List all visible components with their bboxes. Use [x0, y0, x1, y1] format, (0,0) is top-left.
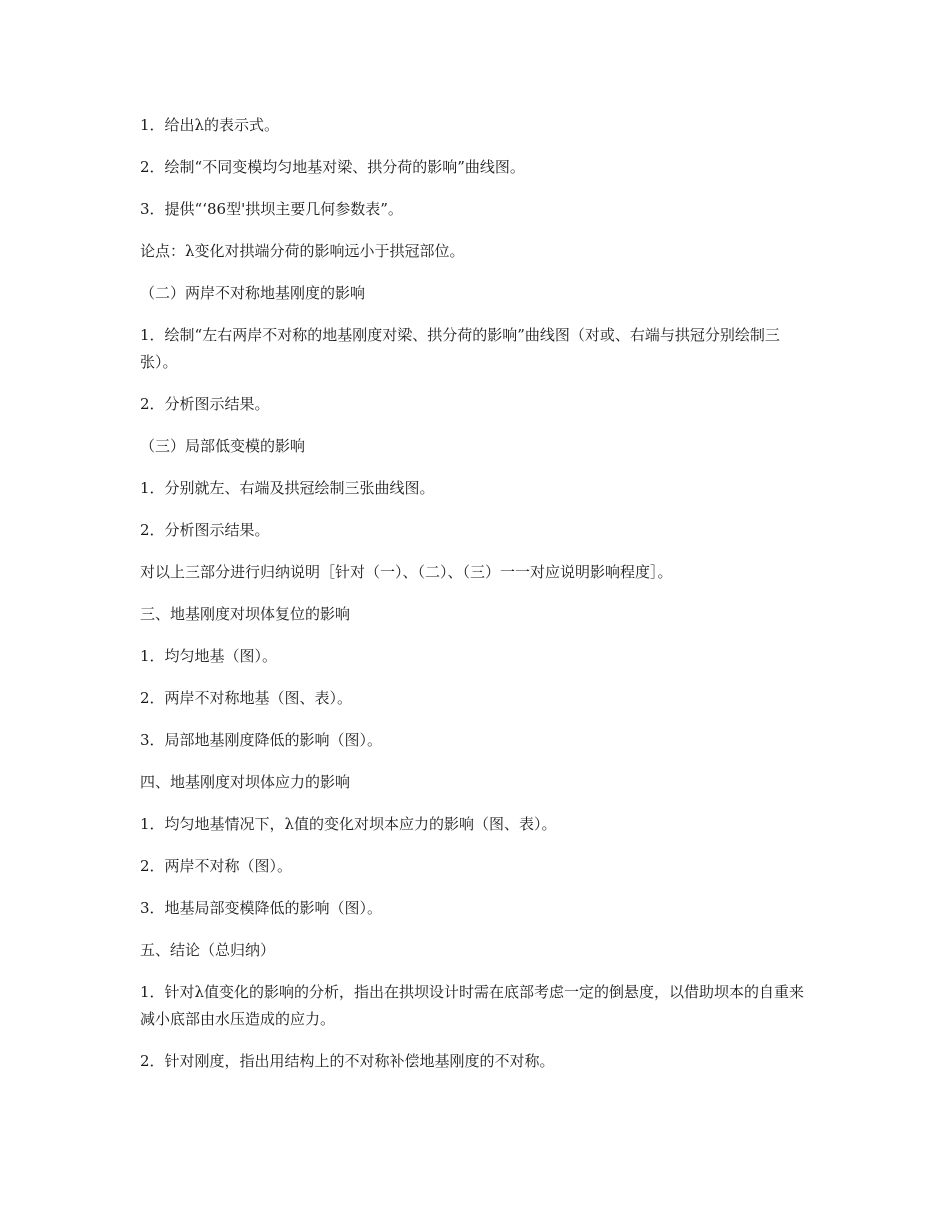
list-item: 2．绘制“不同变模均匀地基对梁、拱分荷的影响”曲线图。 [140, 158, 525, 176]
list-item: 2．针对刚度，指出用结构上的不对称补偿地基刚度的不对称。 [140, 1052, 555, 1070]
list-item: 2．两岸不对称地基（图、表）。 [140, 689, 353, 707]
list-item: 1．均匀地基情况下，λ值的变化对坝本应力的影响（图、表）。 [140, 815, 557, 833]
list-item: 1．给出λ的表示式。 [140, 116, 280, 134]
list-item: 2．两岸不对称（图）。 [140, 857, 293, 875]
document-body [140, 112, 810, 1075]
section-heading: 四、地基刚度对坝体应力的影响 [140, 773, 351, 791]
section-heading: （三）局部低变模的影响 [140, 437, 306, 455]
list-item: 3．地基局部变模降低的影响（图）。 [140, 899, 383, 917]
list-item: 1．针对λ值变化的影响的分析，指出在拱坝设计时需在底部考虑一定的倒悬度，以借助坝本的自重来减小底部由水压造成的应力。 [140, 983, 805, 1028]
list-item: 3．提供“‘86型'拱坝主要几何参数表”。 [140, 200, 403, 218]
argument-paragraph: 论点：λ变化对拱端分荷的影响远小于拱冠部位。 [140, 242, 465, 260]
list-item: 2．分析图示结果。 [140, 395, 270, 413]
list-item: 1．分别就左、右端及拱冠绘制三张曲线图。 [140, 479, 435, 497]
list-item: 1．均匀地基（图）。 [140, 647, 278, 665]
section-heading: 五、结论（总归纳） [140, 941, 276, 959]
section-heading: 三、地基刚度对坝体复位的影响 [140, 605, 351, 623]
section-heading: （二）两岸不对称地基刚度的影响 [140, 284, 366, 302]
summary-paragraph: 对以上三部分进行归纳说明［针对（一）、（二）、（三）一一对应说明影响程度］。 [140, 563, 673, 581]
list-item: 1．绘制“左右两岸不对称的地基刚度对梁、拱分荷的影响”曲线图（对或、右端与拱冠分别绘制三张）。 [140, 326, 780, 371]
list-item: 2．分析图示结果。 [140, 521, 270, 539]
list-item: 3．局部地基刚度降低的影响（图）。 [140, 731, 383, 749]
